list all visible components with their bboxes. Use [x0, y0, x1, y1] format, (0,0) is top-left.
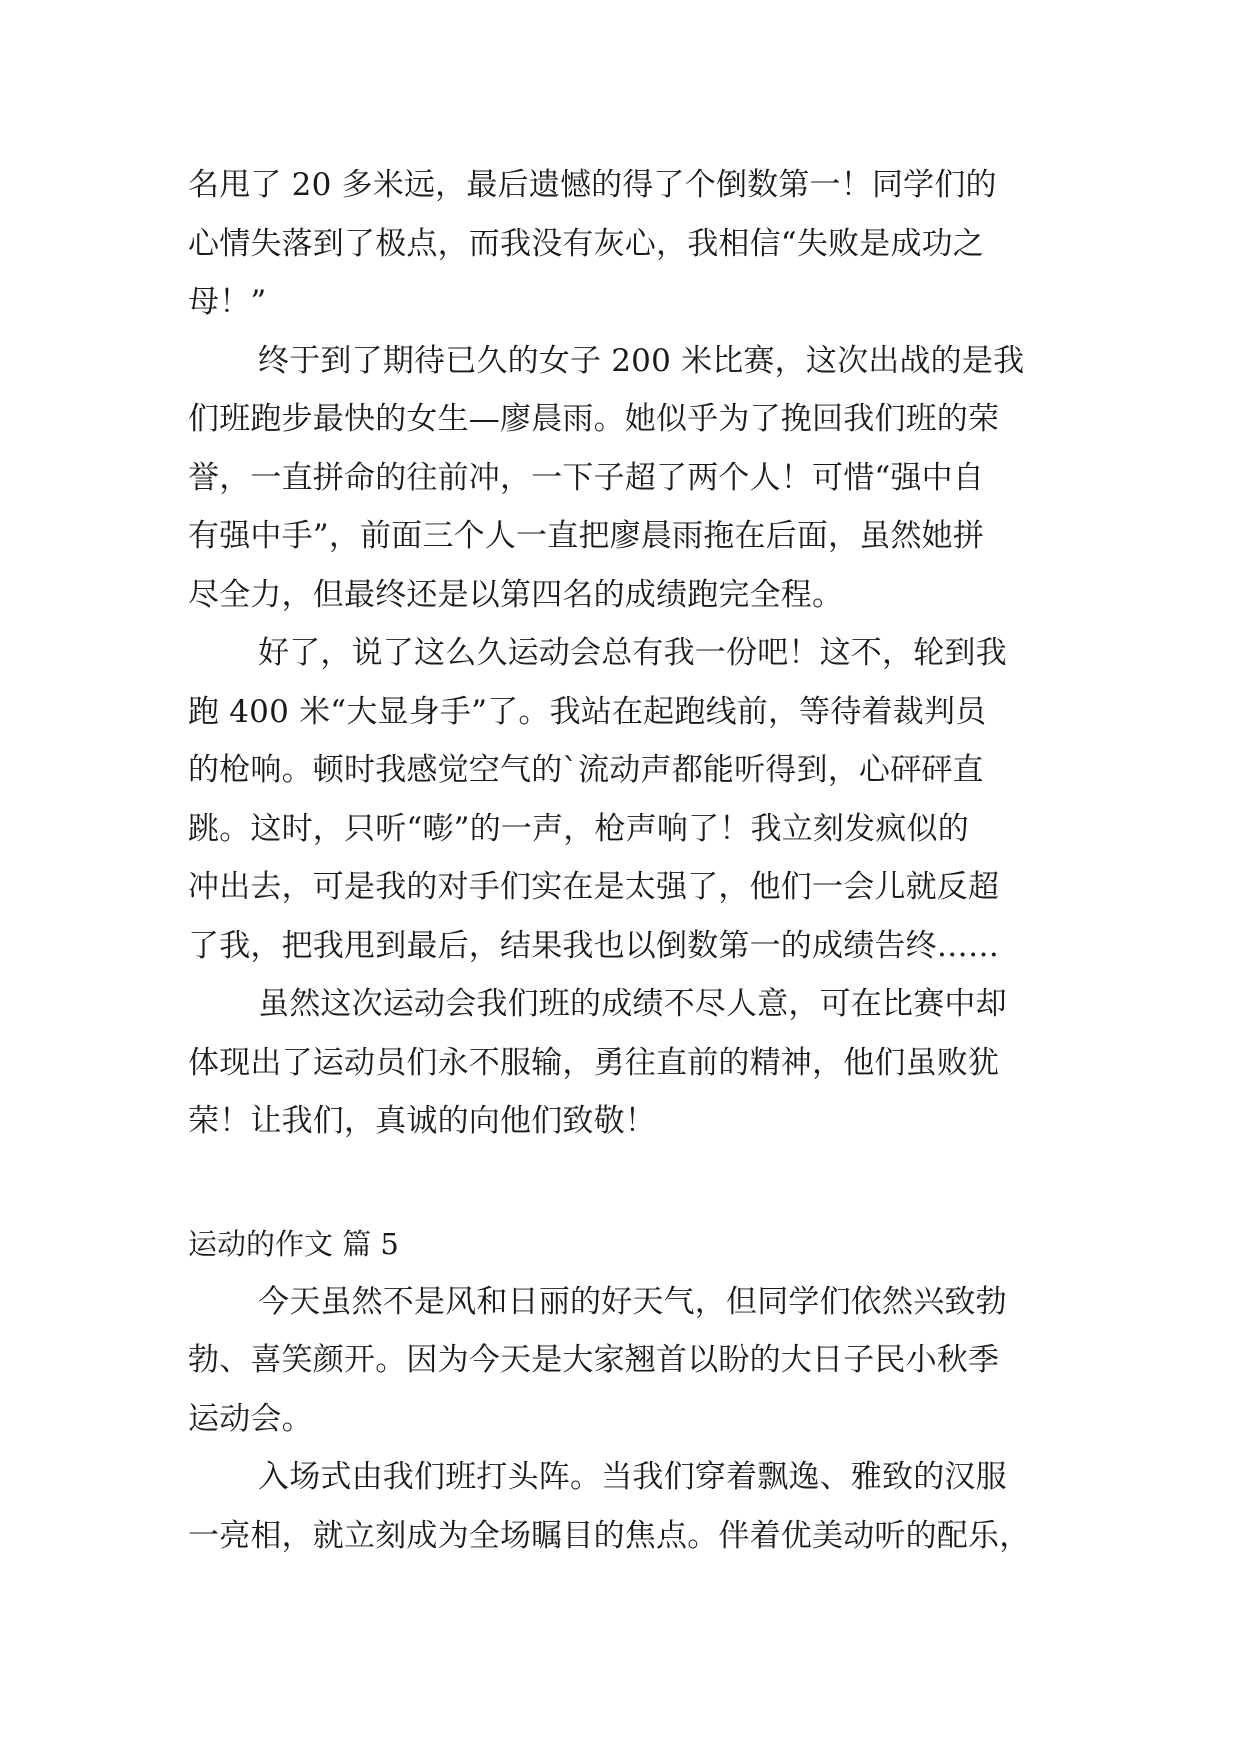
text-line: 们班跑步最快的女生—廖晨雨。她似乎为了挽回我们班的荣 [188, 401, 1000, 437]
text-line: 誉，一直拼命的往前冲，一下子超了两个人！可惜“强中自 [188, 459, 985, 496]
text-line: 入场式由我们班打头阵。当我们穿着飘逸、雅致的汉服 [258, 1459, 1007, 1495]
text-line: 了我，把我甩到最后，结果我也以倒数第一的成绩告终…… [188, 927, 1000, 964]
text-line: 有强中手”，前面三个人一直把廖晨雨拖在后面，虽然她拼 [188, 518, 985, 554]
text-line: 虽然这次运动会我们班的成绩不尽人意，可在比赛中却 [258, 986, 1007, 1022]
text-line: 今天虽然不是风和日丽的好天气，但同学们依然兴致勃 [258, 1283, 1007, 1320]
text-line: 名甩了 20 多米远，最后遗憾的得了个倒数第一！同学们的 [188, 167, 997, 203]
section-spacer [188, 1151, 1058, 1215]
text-line: 母！” [188, 284, 267, 320]
section-heading: 运动的作文 篇 5 [188, 1226, 399, 1261]
text-line: 勃、喜笑颜开。因为今天是大家翘首以盼的大日子民小秋季 [188, 1342, 1000, 1378]
text-line: 的枪响。顿时我感觉空气的`流动声都能听得到，心砰砰直 [188, 752, 984, 788]
paragraph-opening [188, 1273, 1058, 1449]
paragraph-continued [188, 156, 1058, 332]
text-line: 体现出了运动员们永不服输，勇往直前的精神，他们虽败犹 [188, 1044, 1000, 1081]
document-body [188, 156, 1058, 1565]
paragraph-conclusion [188, 975, 1058, 1151]
text-line: 好了，说了这么久运动会总有我一份吧！这不，轮到我 [258, 635, 1007, 671]
text-line: 心情失落到了极点，而我没有灰心，我相信“失败是成功之 [188, 225, 985, 262]
text-line: 尽全力，但最终还是以第四名的成绩跑完全程。 [188, 576, 844, 613]
text-line: 荣！让我们，真诚的向他们致敬！ [188, 1103, 656, 1139]
paragraph-200m-race [188, 332, 1058, 625]
text-line: 运动会。 [188, 1400, 313, 1437]
text-line: 终于到了期待已久的女子 200 米比赛，这次出战的是我 [258, 342, 1025, 379]
text-line: 跳。这时，只听“嘭”的一声，枪声响了！我立刻发疯似的 [188, 810, 969, 847]
text-line: 一亮相，就立刻成为全场瞩目的焦点。伴着优美动听的配乐， [188, 1517, 1031, 1554]
text-line: 跑 400 米“大显身手”了。我站在起跑线前，等待着裁判员 [188, 693, 987, 730]
paragraph-entrance [188, 1448, 1058, 1565]
text-line: 冲出去，可是我的对手们实在是太强了，他们一会儿就反超 [188, 869, 1000, 905]
paragraph-400m-race [188, 624, 1058, 975]
